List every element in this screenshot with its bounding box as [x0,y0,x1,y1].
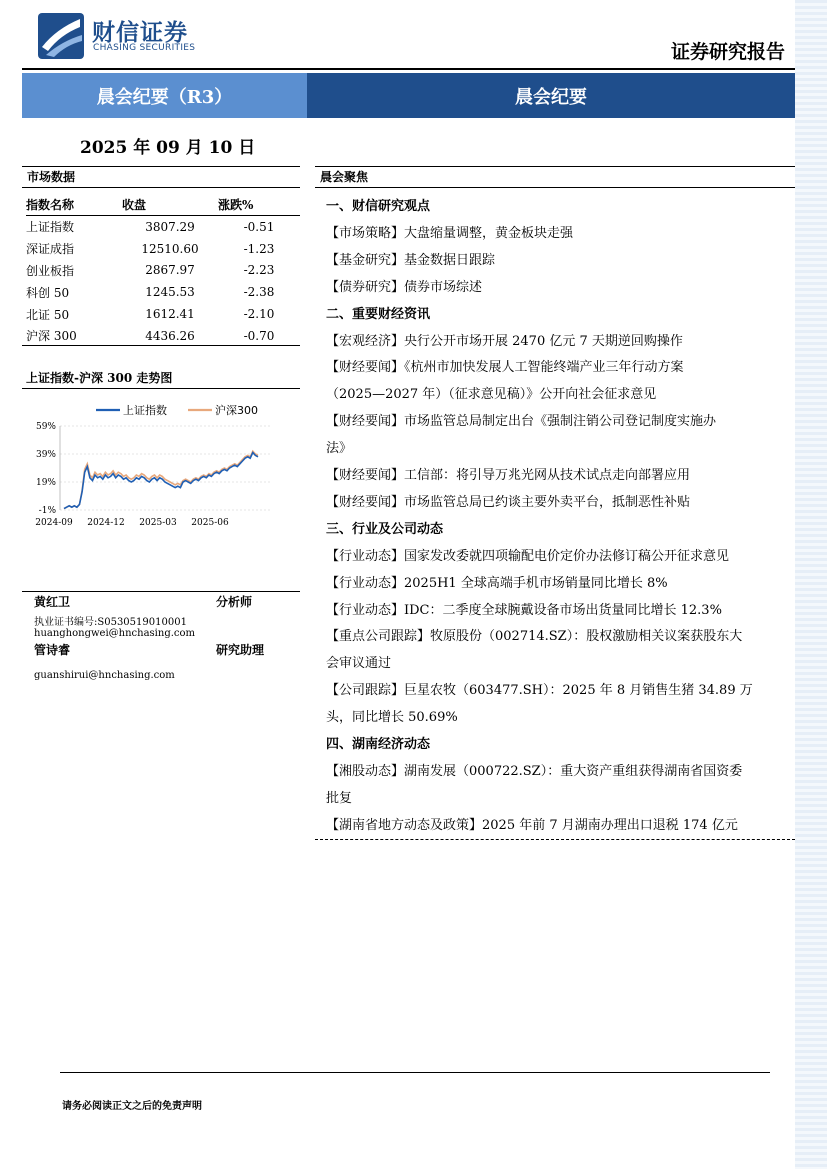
news-item: 【财经要闻】市场监管总局已约谈主要外卖平台，抵制恶性补贴 [326,494,691,510]
x-tick-label: 2025-03 [139,518,177,528]
news-section-title: 晨会聚焦 [315,166,795,188]
header-divider [22,68,795,70]
x-tick-label: 2025-06 [191,518,229,528]
close-cell: 4436.26 [145,328,195,343]
news-item: 【财经要闻】工信部：将引导万兆光网从技术试点走向部署应用 [326,468,691,483]
y-tick-label: -1% [38,506,56,516]
news-end-rule [315,839,795,840]
banner-left [22,73,307,118]
x-tick-label: 2024-12 [87,518,125,528]
market-row [26,216,300,238]
market-section-title: 市场数据 [22,166,300,188]
market-row [26,325,300,347]
news-category: 四、湖南经济动态 [326,737,431,752]
change-cell: -1.23 [243,241,275,256]
index-name-cell: 上证指数 [26,220,75,235]
brand-logo-icon [38,13,84,59]
legend-label: 沪深300 [215,404,258,417]
market-table [26,193,300,347]
author-role: 研究助理 [216,643,265,657]
news-item: 会审议通过 [326,656,392,672]
news-category: 三、行业及公司动态 [326,521,444,537]
change-cell: -2.38 [243,285,275,300]
news-item: 批复 [326,790,353,806]
news-item: 【重点公司跟踪】牧原股份（002714.SZ）：股权激励相关议案获股东大 [326,629,743,645]
market-row [26,238,300,260]
news-item: 【市场策略】大盘缩量调整，黄金板块走强 [326,225,574,241]
news-category: 一、财信研究观点 [326,199,431,214]
news-item: 【行业动态】2025H1 全球高端手机市场销量同比增长 8% [326,575,668,591]
report-type-label: 证券研究报告 [670,41,785,63]
news-item: 【债券研究】债券市场综述 [326,279,483,295]
legend-label: 上证指数 [123,404,167,417]
author-email: huanghongwei@hnchasing.com [34,628,196,639]
news-item: 【行业动态】IDC：二季度全球腕戴设备市场出货量同比增长 12.3% [326,602,722,618]
close-cell: 3807.29 [145,219,195,234]
author-name: 黄红卫 [34,595,71,609]
change-cell: -0.70 [243,328,275,343]
x-tick-label: 2024-09 [35,518,73,528]
news-item: 【湖南省地方动态及政策】2025 年前 7 月湖南办理出口退税 174 亿元 [326,817,738,833]
col-change: 涨跌% [218,193,300,216]
banner-left-text: 晨会纪要（R3） [96,86,233,108]
news-category: 二、重要财经资讯 [326,306,431,322]
change-cell: -2.23 [243,263,275,278]
chart-title: 上证指数-沪深 300 走势图 [26,371,173,385]
y-tick-label: 19% [35,478,56,488]
index-name-cell: 创业板指 [26,263,75,278]
col-close: 收盘 [122,193,218,216]
news-item: 【公司跟踪】巨星农牧（603477.SH）：2025 年 8 月销售生猪 34.89 万 [326,683,753,699]
brand-name-cn: 财信证券 [92,20,188,46]
close-cell: 1245.53 [145,285,195,300]
banner-right-text: 晨会纪要 [515,86,587,108]
market-table-bottom-rule [22,345,300,346]
news-item: 头，同比增长 50.69% [326,710,458,726]
y-tick-label: 39% [35,450,56,460]
author-cert: 执业证书编号:S0530519010001 [34,617,187,628]
change-cell: -2.10 [243,307,275,322]
index-name-cell: 科创 50 [26,285,70,300]
author-role: 分析师 [216,595,253,609]
news-item: 【财经要闻】市场监管总局制定出台《强制注销公司登记制度实施办 [326,414,717,430]
news-item: 【基金研究】基金数据日跟踪 [326,252,496,268]
news-item: 【宏观经济】央行公开市场开展 2470 亿元 7 天期逆回购操作 [326,333,683,349]
banner-right [307,73,795,118]
close-cell: 1612.41 [145,307,195,322]
y-tick-label: 59% [35,422,56,432]
report-date: 2025 年 09 月 10 日 [80,138,256,158]
index-name-cell: 深证成指 [26,242,75,257]
col-index-name: 指数名称 [26,193,122,216]
close-cell: 12510.60 [141,241,199,256]
brand-name-en: CHASING SECURITIES [93,43,196,53]
news-item: 【财经要闻】《杭州市加快发展人工智能终端产业三年行动方案 [326,360,684,376]
market-row [26,281,300,303]
market-row [26,303,300,325]
news-item: 【行业动态】国家发改委就四项输配电价定价办法修订稿公开征求意见 [326,548,730,564]
index-name-cell: 北证 50 [26,307,70,322]
news-item: 【湘股动态】湖南发展（000722.SZ）：重大资产重组获得湖南省国资委 [326,763,743,779]
series-line [64,453,258,509]
change-cell: -0.51 [243,219,275,234]
news-item: 法》 [326,441,353,457]
chart-title-rule [22,388,300,389]
footer-divider [60,1072,770,1073]
news-item: （2025—2027 年）（征求意见稿）》公开向社会征求意见 [326,387,657,403]
market-table-header [26,193,300,216]
page-side-stripe [795,0,827,1169]
market-row [26,260,300,282]
index-name-cell: 沪深 300 [26,329,77,344]
close-cell: 2867.97 [145,263,195,278]
author-divider [22,591,300,592]
trend-chart [22,392,300,532]
author-name: 管诗睿 [34,643,71,657]
disclaimer-note: 请务必阅读正文之后的免责声明 [62,1101,202,1112]
author-email: guanshirui@hnchasing.com [34,670,175,681]
